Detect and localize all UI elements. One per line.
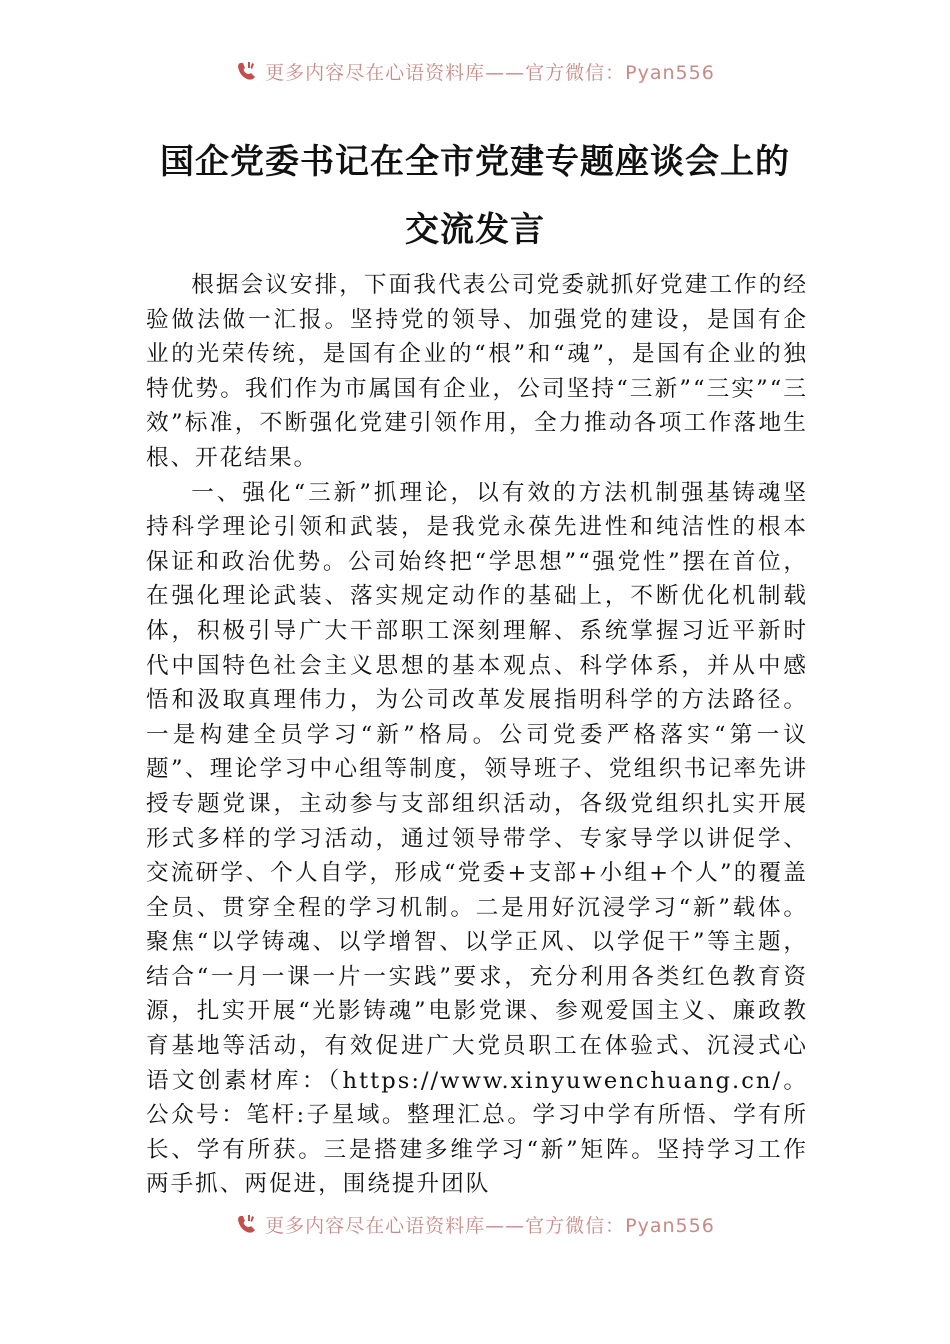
- paragraph-intro: 根据会议安排，下面我代表公司党委就抓好党建工作的经验做法做一汇报。坚持党的领导、加强党的建设，是国有企业的光荣传统，是国有企业的“根”和“魂”，是国有企业的独特优势。我们作为市属国有企业，公司坚持“三新”“三实”“三效”标准，不断强化党建引领作用，全力推动各项工作落地生根、开花结果。: [146, 272, 808, 471]
- document-title-line-1: 国企党委书记在全市党建专题座谈会上的: [160, 142, 790, 182]
- header-watermark-text: 更多内容尽在心语资料库——官方微信：Pyan556: [265, 61, 715, 84]
- paragraph-section-one: 一、强化“三新”抓理论，以有效的方法机制强基铸魂坚持科学理论引领和武装，是我党永葆先进性和纯洁性的根本保证和政治优势。公司始终把“学思想”“强党性”摆在首位，在强化理论武装、落实规定动作的基础上，不断优化机制载体，积极引导广大干部职工深刻理解、系统掌握习近平新时代中国特色社会主义思想的基本观点、科学体系，并从中感悟和汲取真理伟力，为公司改革发展指明科学的方法路径。一是构建全员学习“新”格局。公司党委严格落实“第一议题”、理论学习中心组等制度，领导班子、党组织书记率先讲授专题党课，主动参与支部组织活动，各级党组织扎实开展形式多样的学习活动，通过领导带学、专家导学以讲促学、交流研学、个人自学，形成“党委+支部+小组+个人”的覆盖全员、贯穿全程的学习机制。二是用好沉浸学习“新”载体。聚焦“以学铸魂、以学增智、以学正风、以学促干”等主题，结合“一月一课一片一实践”要求，充分利用各类红色教育资源，扎实开展“光影铸魂”电影党课、参观爱国主义、廉政教育基地等活动，有效促进广大党员职工在体验式、沉浸式心语文创素材库：（https://www.xinyuwenchuang.cn/。公众号：笔杆:子星域。整理汇总。学习中学有所悟、学有所长、学有所获。三是搭建多维学习“新”矩阵。坚持学习工作两手抓、两促进，围绕提升团队: [146, 479, 808, 1198]
- footer-watermark-text: 更多内容尽在心语资料库——官方微信：Pyan556: [265, 1214, 715, 1237]
- brand-logo-icon: [235, 59, 259, 83]
- footer-watermark: [0, 1209, 950, 1239]
- header-watermark: [0, 56, 950, 86]
- brand-logo-icon: [235, 1212, 259, 1236]
- document-body: [146, 268, 808, 1202]
- document-title-line-2: 交流发言: [405, 210, 545, 250]
